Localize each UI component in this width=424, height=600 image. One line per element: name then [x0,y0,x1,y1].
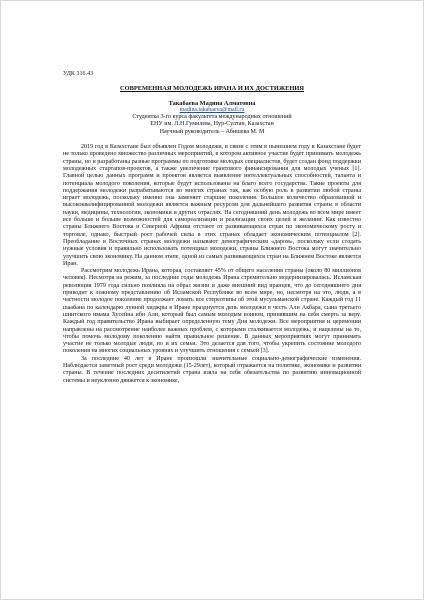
affiliation-line: Студентка 3-го курса факультета международных отношений [132,114,292,121]
author-email-link[interactable]: madina.takabaeva@mail.ru [179,106,245,113]
document-content [63,71,361,385]
affiliation-line: ЕНУ им. Л.Н.Гумилева, Нур-Султан, Казахстан [150,121,274,128]
body-paragraph: 2019 год в Казахстане был объявлен Годом молодежи, в связи с этим в нынешнем году в Казахстане будет не только проведено множество различных мероприятий, в котором активное участие будет принимать молодежь страны, но и разработаны разные программы по подготовке молодых специалистов, будет создан фонд поддержки молодежных стартапов-проектов, а также увеличение грантового финансирования для молодых ученых [1]. Главной целью данных программ и проектов является выявление интеллектуальных способностей, таланта и потенциала молодого поколения, которые будут использованы на благо всего государства. Такие проекты для поддержания молодежи разрабатываются во многих странах так, как особую роль в развитии любой страны играет молодежь, поскольку именно она заменяет старшие поколения. Большое количество образованной и высококвалифицированной молодежи является важным ресурсом для дальнейшего развития страны в области науки, медицины, технологии, экономики и других отраслях. На сегодняшний день молодежь во всем мире имеет все больше и больше возможностей для самореализации и реализации своих целей и желании. Как известно страны Ближнего Востока и Северной Африки отстают от развивающихся стран по экономическому росту и торговле, однако, быстрый рост рабочей силы в этих странах обладает экономическим потенциалом [2]. Преобладание в Восточных странах молодежи называют демографическим «даром», поскольку если создать нужные условия и правильно использовать потенциал молодежи, страны Ближнего Востока могут значительно улучшить свою экономику. На данном этапе, одной из самых развивающихся стран на Ближнем Востоке является Иран. [63,144,361,267]
body-paragraph: За последние 40 лет в Иране произошли значительные социально-демографические изменения. Наблюдается заметный рост среди молодежи (15-29лет), который отражается на политике, экономике и развитии страны. В течение последних десятилетий страна взяла на себя обязательства по развитию инновационной системы и неуклонно движется к экономике, [63,355,361,384]
article-title: СОВРЕМЕННАЯ МОЛОДЕЖЬ ИРАНА И ИХ ДОСТИЖЕНИЯ [119,85,305,93]
author-name: Такабаева Мадина Алматовна [168,99,256,107]
article-body [63,144,361,385]
supervisor-line: Научный руководитель – Абишева М. М [159,128,265,135]
udk-code: УДК 316.43 [63,71,94,77]
body-paragraph: Рассмотрим молодежь Ирана, которая, составляет 45% от общего населения страны (около 80 миллионов человек). Несмотря на режим, за последние годы молодежь Ирана стремительно модернизировалась. Исламская революция 1979 года сильно повлияла на образ жизни и даже внешний вид иранцев, что до сегодняшнего дня приводит к ложному представлению об Исламской Республике во всем мире, но, несмотря на это, люди, а в частности молодое поколение продолжает ломать все стереотипы об этой мусульманской стране. Каждый год 11 шаабана по календарю лунной хиджры в Иране празднуется день молодежи в честь Али Акбара, сына третьего шиитского имама Хусейна ибн Али, который был самым молодым воином, принявшим на себя смерть за веру. Каждый год правительство Ирана выбирает определенную тему Дня молодежи. Все мероприятия и церемонии направлены на рассмотрение наиболее важных проблем, с которыми сталкивается молодежь, и нацелены на то, чтобы помочь молодому поколению найти правильное решение. В данных мероприятиях могут принимать участие не только молодые люди, но и их семьи. Это делается для того, чтобы укрепить состояние молодого поколения на многих социальных уровнях и улучшить отношения с семьей [3]. [63,268,361,355]
